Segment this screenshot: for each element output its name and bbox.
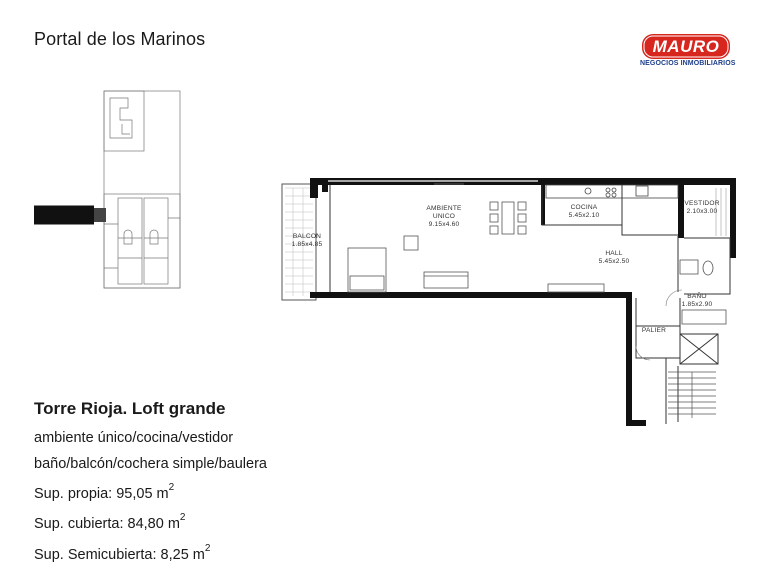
room-size-hall: 5.45x2.50 [598, 258, 630, 265]
surface-semicubierta-exponent: 2 [204, 542, 211, 554]
surface-cubierta-label: Sup. cubierta: 84,80 m [34, 516, 180, 533]
room-name-hall: HALL [605, 250, 623, 257]
svg-text:MAURO: MAURO [652, 37, 720, 56]
room-name-ambiente-2: UNICO [432, 213, 456, 220]
building-key-plan [32, 88, 192, 290]
unit-floor-plan [276, 176, 738, 428]
logo-subtitle: NEGOCIOS INMOBILIARIOS [640, 60, 736, 67]
mauro-logo-icon [642, 34, 730, 59]
room-name-ambiente-1: AMBIENTE [426, 205, 462, 212]
company-logo [640, 34, 736, 70]
surface-semicubierta-label: Sup. Semicubierta: 8,25 m [34, 546, 205, 563]
room-name-bano: BAÑO [687, 293, 707, 300]
room-size-bano: 1.85x2.90 [681, 301, 713, 308]
room-size-cocina: 5.45x2.10 [568, 212, 600, 219]
surface-propia-exponent: 2 [168, 482, 175, 493]
page-title: Portal de los Marinos [34, 29, 206, 49]
room-size-ambiente: 9.15x4.60 [428, 221, 460, 228]
surface-cubierta [34, 507, 334, 537]
unit-features-1: ambiente único/cocina/vestidor [34, 430, 234, 446]
unit-name: Torre Rioja. Loft grande [34, 399, 226, 418]
unit-features-2: baño/balcón/cochera simple/baulera [34, 455, 267, 472]
unit-info [34, 398, 334, 568]
room-size-vestidor: 2.10x3.00 [686, 208, 718, 215]
surface-propia-label: Sup. propia: 95,05 m [34, 485, 169, 502]
room-name-palier: PALIER [641, 327, 667, 334]
bed-furniture [348, 248, 386, 292]
surface-semicubierta [34, 538, 334, 568]
surface-propia [34, 477, 334, 507]
room-size-balcon: 1.85x4.85 [291, 241, 323, 248]
room-name-balcon: BALCON [292, 233, 322, 240]
room-name-vestidor: VESTIDOR [684, 200, 720, 207]
room-name-cocina: COCINA [570, 204, 598, 211]
dining-table [490, 202, 526, 234]
surface-cubierta-exponent: 2 [179, 512, 186, 524]
